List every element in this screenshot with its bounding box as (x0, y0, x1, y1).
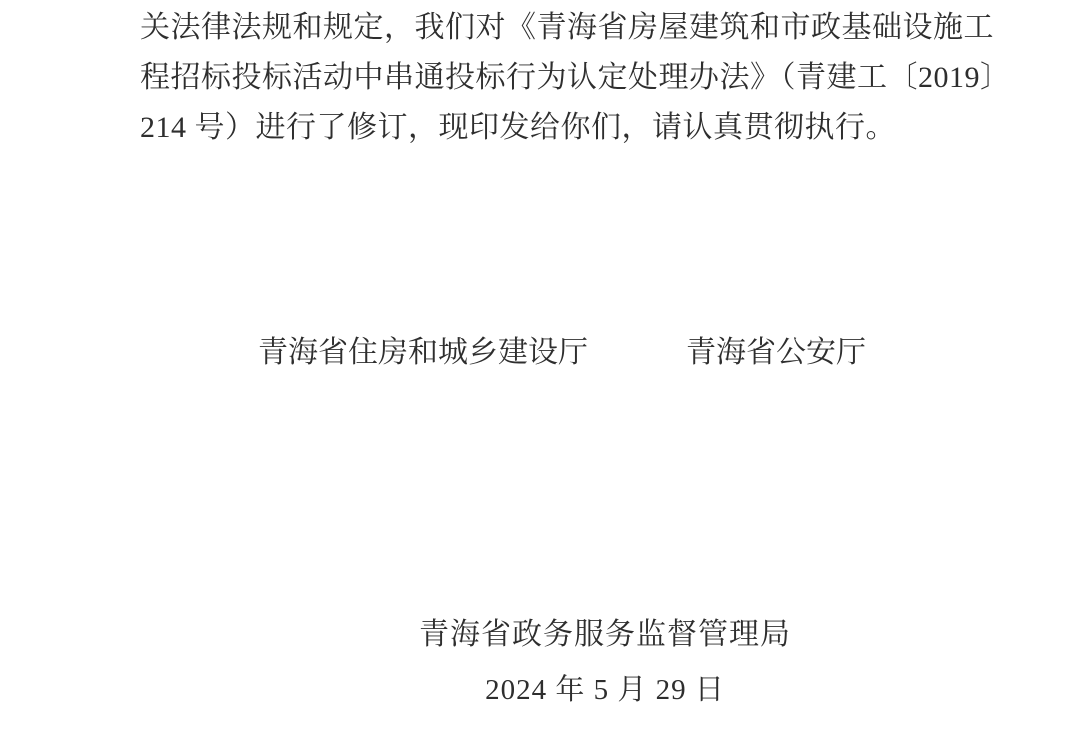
issue-date: 2024 年 5 月 29 日 (485, 674, 725, 706)
body-line-1: 关法律法规和规定，我们对《青海省房屋建筑和市政基础设施工 (140, 11, 994, 44)
signature-row (258, 331, 866, 375)
body-line-3: 214 号）进行了修订，现印发给你们，请认真贯彻执行。 (140, 111, 896, 144)
body-line-2: 程招标投标活动中串通投标行为认定处理办法》（青建工〔2019〕 (140, 61, 1011, 94)
signatory-housing-construction-dept: 青海省住房和城乡建设厅 (258, 336, 588, 369)
issuer-agency: 青海省政务服务监督管理局 (419, 618, 791, 651)
document-body-paragraph (140, 3, 1011, 153)
signatory-public-security-dept: 青海省公安厅 (686, 336, 866, 369)
